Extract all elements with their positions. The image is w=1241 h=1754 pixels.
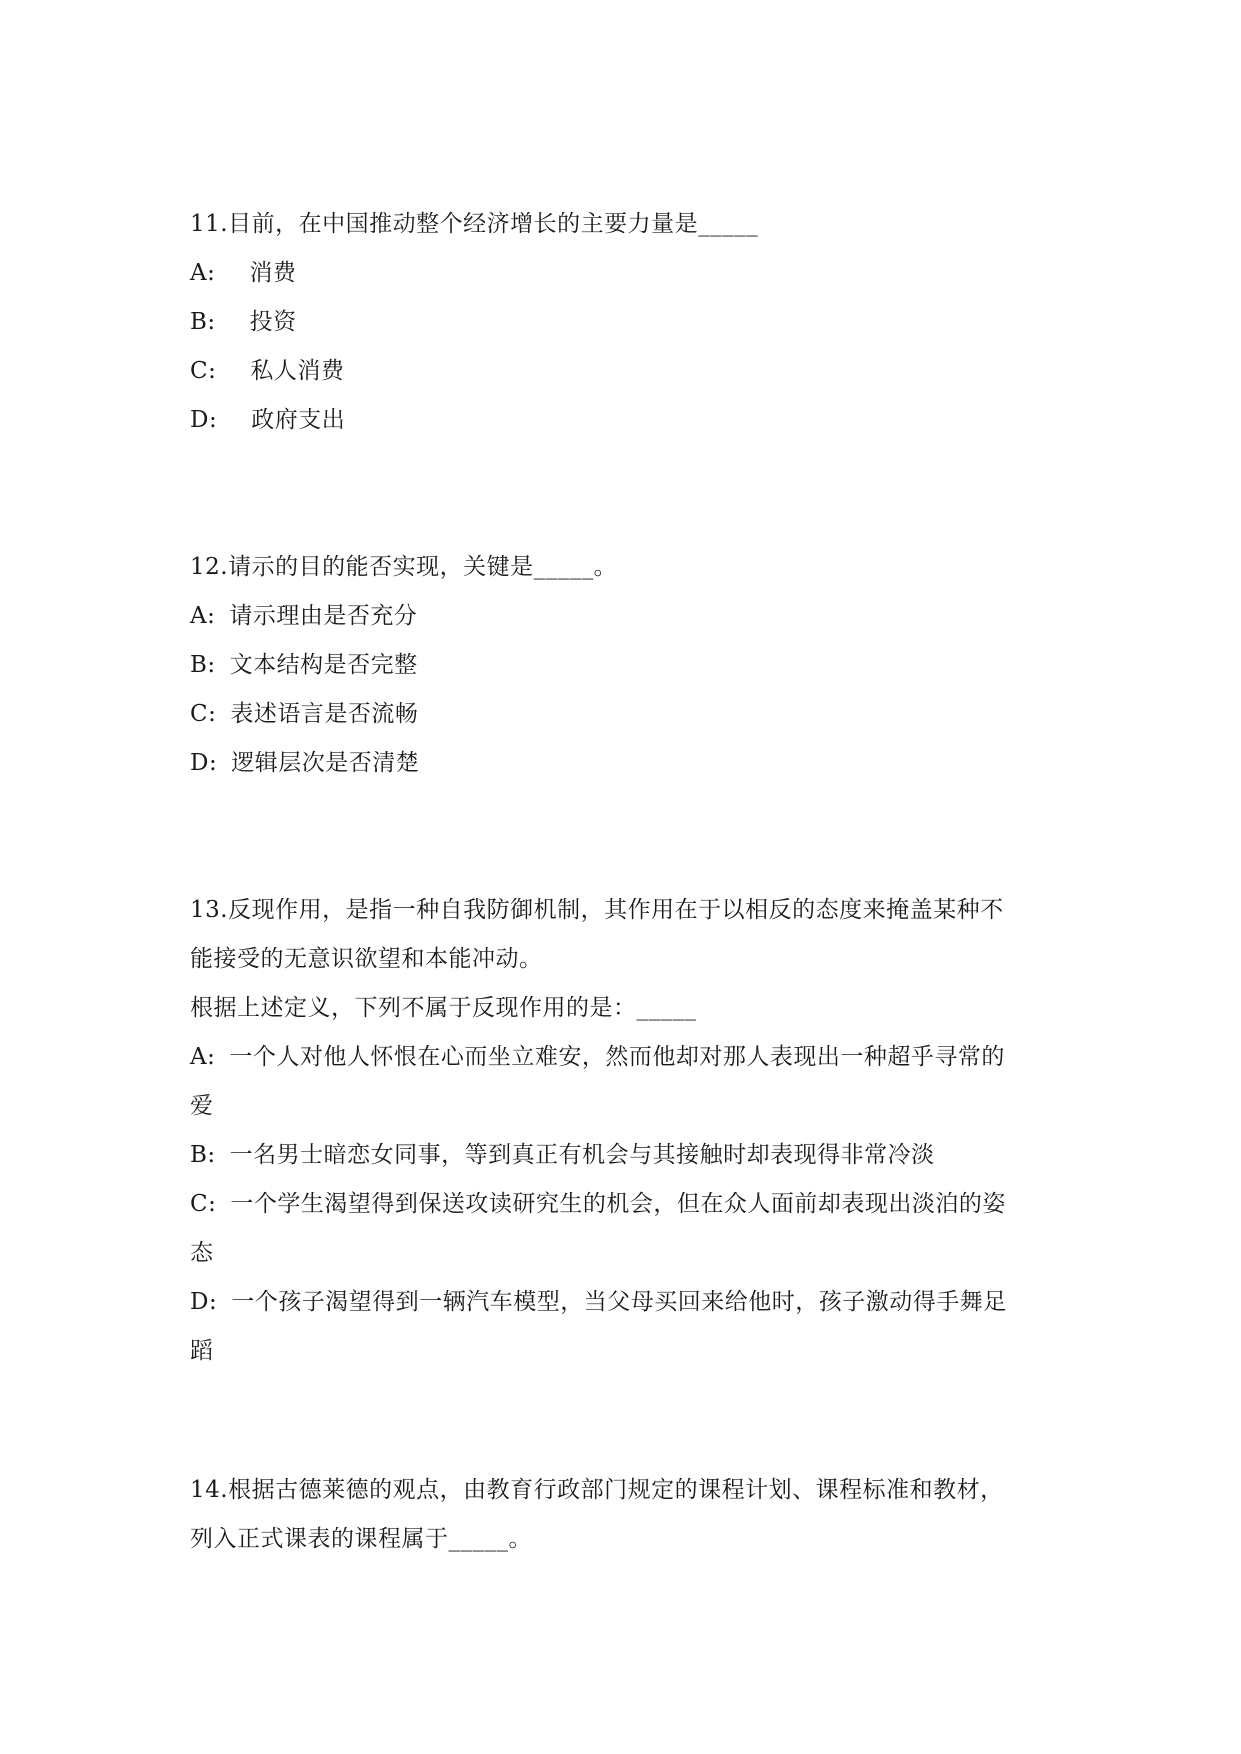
- option-text: 私人消费: [250, 358, 345, 384]
- option-a: [190, 249, 1060, 298]
- question-14: [190, 1466, 1060, 1564]
- option-c: [190, 1180, 1060, 1278]
- option-d: [190, 739, 1060, 788]
- question-12: [190, 543, 1060, 788]
- option-b: [190, 641, 1060, 690]
- option-letter: C:: [190, 701, 217, 727]
- question-stem-line: 13.反现作用，是指一种自我防御机制，其作用在于以相反的态度来掩盖某种不: [190, 897, 1004, 923]
- option-letter: B:: [190, 1142, 216, 1168]
- option-c: [190, 347, 1060, 396]
- option-letter: B:: [190, 309, 216, 335]
- option-text: 一个人对他人怀恨在心而坐立难安，然而他却对那人表现出一种超乎寻常的: [229, 1044, 1005, 1070]
- option-letter: B:: [190, 652, 216, 678]
- option-text: 表述语言是否流畅: [230, 701, 419, 727]
- option-text: 一个学生渴望得到保送攻读研究生的机会，但在众人面前却表现出淡泊的姿: [230, 1191, 1006, 1217]
- option-text: 请示理由是否充分: [229, 603, 418, 629]
- option-a: [190, 592, 1060, 641]
- option-a: [190, 1033, 1060, 1131]
- option-text: 一个孩子渴望得到一辆汽车模型，当父母买回来给他时，孩子激动得手舞足: [231, 1289, 1007, 1315]
- question-stem-line: 列入正式课表的课程属于_____。: [190, 1526, 532, 1552]
- question-13: [190, 886, 1060, 1376]
- option-letter: D:: [190, 750, 218, 776]
- option-letter: A:: [190, 1044, 216, 1070]
- question-11: [190, 200, 1060, 445]
- option-text: 逻辑层次是否清楚: [231, 750, 420, 776]
- question-stem: 12.请示的目的能否实现，关键是_____。: [190, 554, 618, 580]
- option-text: 政府支出: [251, 407, 346, 433]
- option-letter: A:: [190, 260, 216, 286]
- option-c: [190, 690, 1060, 739]
- option-text-continued: 态: [190, 1240, 214, 1266]
- option-b: [190, 1131, 1060, 1180]
- option-text: 一名男士暗恋女同事，等到真正有机会与其接触时却表现得非常冷淡: [229, 1142, 935, 1168]
- option-letter: D:: [190, 407, 218, 433]
- option-text: 投资: [249, 309, 297, 335]
- option-text-continued: 爱: [190, 1093, 214, 1119]
- question-stem-line: 能接受的无意识欲望和本能冲动。: [190, 946, 543, 972]
- option-text: 消费: [249, 260, 297, 286]
- question-prompt: 根据上述定义，下列不属于反现作用的是：_____: [190, 995, 697, 1021]
- question-stem: 11.目前，在中国推动整个经济增长的主要力量是_____: [190, 211, 759, 237]
- question-stem-line: 14.根据古德莱德的观点，由教育行政部门规定的课程计划、课程标准和教材，: [190, 1477, 1004, 1503]
- option-d: [190, 396, 1060, 445]
- option-d: [190, 1278, 1060, 1376]
- option-text-continued: 蹈: [190, 1338, 214, 1364]
- option-letter: A:: [190, 603, 216, 629]
- option-letter: D:: [190, 1289, 218, 1315]
- option-text: 文本结构是否完整: [229, 652, 418, 678]
- option-letter: C:: [190, 358, 217, 384]
- option-letter: C:: [190, 1191, 217, 1217]
- option-b: [190, 298, 1060, 347]
